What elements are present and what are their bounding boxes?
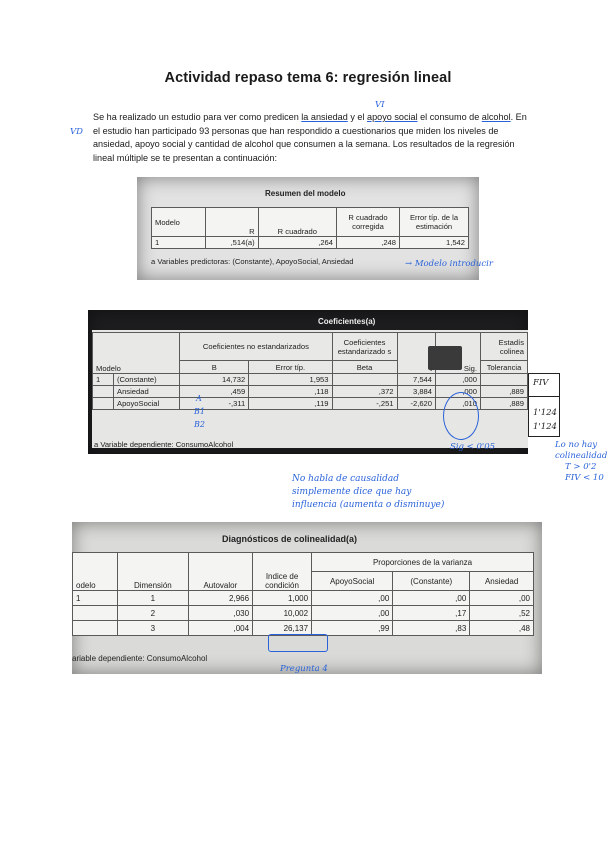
resumen-cell-r2: ,264 (258, 237, 336, 249)
coef-cell-beta: ,372 (332, 386, 397, 398)
coef-h-err: Error típ. (249, 361, 332, 374)
handwritten-fiv-2: 1'124 (533, 422, 557, 432)
resumen-h-r2c: R cuadrado corregida (337, 208, 400, 237)
resumen-h-modelo: Modelo (152, 208, 206, 237)
intro-ansiedad: la ansiedad (301, 112, 348, 122)
coef-h-modelo: Modelo (93, 333, 180, 374)
intro-alcohol: alcohol (481, 112, 511, 122)
colin-line-1: Lo no hay (555, 440, 598, 450)
resumen-caption: Resumen del modelo (265, 189, 346, 198)
diag-cell-m (73, 621, 118, 636)
coef-cell-b: ,459 (180, 386, 249, 398)
photo-diagnosticos (72, 522, 542, 674)
handwritten-causalidad (292, 473, 444, 512)
coef-cell-tol (481, 374, 528, 386)
resumen-cell-r2c: ,248 (337, 237, 400, 249)
diag-h-dim: Dimensión (118, 553, 189, 591)
handwritten-fiv: FIV (533, 378, 549, 388)
handwritten-b1: B1 (194, 407, 205, 416)
handwritten-pregunta-4: Pregunta 4 (280, 664, 328, 674)
diag-cell-m: 1 (73, 591, 118, 606)
coef-h-std: Coeficientes estandarizado s (332, 333, 397, 361)
coef-cell-tol: ,889 (481, 398, 528, 410)
coef-cell-t: 3,884 (397, 386, 435, 398)
resumen-h-r2: R cuadrado (258, 208, 336, 237)
diag-cell-apoyo: ,00 (312, 591, 393, 606)
photo-coeficientes (88, 310, 528, 454)
colin-line-4: FIV < 10 (565, 473, 604, 483)
coef-cell-m (93, 386, 114, 398)
diag-h-ans: Ansiedad (470, 572, 534, 591)
coef-h-tol: Tolerancia (481, 361, 528, 374)
diag-cell-dim: 3 (118, 621, 189, 636)
diag-cell-apoyo: ,99 (312, 621, 393, 636)
diag-cell-const: ,00 (393, 591, 470, 606)
diag-cell-ind: 1,000 (253, 591, 312, 606)
handwritten-vi: VI (375, 100, 385, 110)
coef-cell-t: -2,620 (397, 398, 435, 410)
handwritten-colinealidad (555, 440, 607, 484)
coef-cell-b: -,311 (180, 398, 249, 410)
intro-apoyo: apoyo social (367, 112, 418, 122)
resumen-cell-err: 1,542 (400, 237, 469, 249)
coef-cell-name: ApoyoSocial (114, 398, 180, 410)
coef-cell-name: Ansiedad (114, 386, 180, 398)
coef-footnote: a Variable dependiente: ConsumoAlcohol (94, 440, 234, 449)
causal-line-1: No habla de causalidad (292, 474, 399, 484)
resumen-footnote: a Variables predictoras: (Constante), ApoyoSocial, Ansiedad (151, 257, 354, 266)
coef-cell-m: 1 (93, 374, 114, 386)
diag-cell-ans: ,48 (470, 621, 534, 636)
dark-object (428, 346, 462, 370)
coef-h-nostd: Coeficientes no estandarizados (180, 333, 332, 361)
diag-cell-dim: 1 (118, 591, 189, 606)
coef-cell-tol: ,889 (481, 386, 528, 398)
causal-line-2: simplemente dice que hay (292, 487, 412, 497)
resumen-h-err: Error típ. de la estimación (400, 208, 469, 237)
diag-cell-ind: 10,002 (253, 606, 312, 621)
coef-h-beta: Beta (332, 361, 397, 374)
diag-cell-auto: 2,966 (188, 591, 252, 606)
fiv-box (528, 373, 560, 437)
diag-cell-auto: ,004 (188, 621, 252, 636)
diag-cell-ans: ,00 (470, 591, 534, 606)
diag-cell-dim: 2 (118, 606, 189, 621)
diag-h-apoyo: ApoyoSocial (312, 572, 393, 591)
diag-cell-m (73, 606, 118, 621)
handwritten-vd: VD (70, 127, 83, 137)
intro-paragraph (93, 111, 533, 165)
diag-cell-ans: ,52 (470, 606, 534, 621)
handwritten-fiv-1: 1'124 (533, 408, 557, 418)
coef-cell-err: 1,953 (249, 374, 332, 386)
colin-line-3: T > 0'2 (565, 462, 597, 472)
coef-cell-err: ,119 (249, 398, 332, 410)
coef-h-stats: Estadís colinea (481, 333, 528, 361)
fiv-divider (529, 396, 559, 397)
resumen-cell-modelo: 1 (152, 237, 206, 249)
resumen-cell-r: ,514(a) (206, 237, 259, 249)
coef-cell-beta (332, 374, 397, 386)
coef-h-b: B (180, 361, 249, 374)
diag-cell-auto: ,030 (188, 606, 252, 621)
coef-caption: Coeficientes(a) (318, 317, 376, 326)
coef-cell-b: 14,732 (180, 374, 249, 386)
intro-text-4: . En el estudio han participado 93 personas que han respondido a cuestionarios que miden los niveles de ansiedad, apoyo social y cantidad de alcohol que consumen a la semana. Los resultados de la regresión lineal múltiple se te presentan a continuación: (93, 112, 527, 163)
diag-cell-ind: 26,137 (253, 621, 312, 636)
handwritten-modelo-introducir: → Modelo introducir (405, 259, 493, 269)
diag-footnote: ariable dependiente: ConsumoAlcohol (72, 654, 208, 663)
coef-cell-sig: ,000 (436, 374, 481, 386)
page-title: Actividad repaso tema 6: regresión lineal (164, 70, 452, 86)
diag-h-ind: Indice de condición (253, 553, 312, 591)
intro-text-2: y el (347, 112, 368, 122)
handwritten-b2: B2 (194, 420, 205, 429)
resumen-h-r: R (206, 208, 259, 237)
handwritten-sig: Sig < 0'05 (450, 442, 496, 452)
handwritten-a: A (196, 394, 202, 403)
coef-cell-t: 7,544 (397, 374, 435, 386)
intro-text-1: Se ha realizado un estudio para ver como predicen (93, 112, 302, 122)
diag-cell-apoyo: ,00 (312, 606, 393, 621)
diag-h-const: (Constante) (393, 572, 470, 591)
diag-cell-const: ,17 (393, 606, 470, 621)
coef-cell-sig: ,010 (436, 398, 481, 410)
diag-caption: Diagnósticos de colinealidad(a) (222, 534, 358, 544)
colin-line-2: colinealidad (555, 451, 608, 461)
coef-cell-name: (Constante) (114, 374, 180, 386)
diag-h-modelo: odelo (73, 553, 118, 591)
diag-table (72, 552, 534, 636)
coef-cell-sig: ,000 (436, 386, 481, 398)
diag-cell-const: ,83 (393, 621, 470, 636)
coef-cell-beta: -,251 (332, 398, 397, 410)
sig-circle (443, 392, 479, 440)
diag-h-auto: Autovalor (188, 553, 252, 591)
diag-h-prop: Proporciones de la varianza (312, 553, 534, 572)
coef-h-sig: Sig. (436, 333, 481, 374)
condition-index-highlight (268, 634, 328, 652)
coef-cell-m (93, 398, 114, 410)
resumen-table (151, 207, 469, 249)
intro-text-3: el consumo de (417, 112, 482, 122)
causal-line-3: influencia (aumenta o disminuye) (292, 500, 445, 510)
coef-cell-err: ,118 (249, 386, 332, 398)
